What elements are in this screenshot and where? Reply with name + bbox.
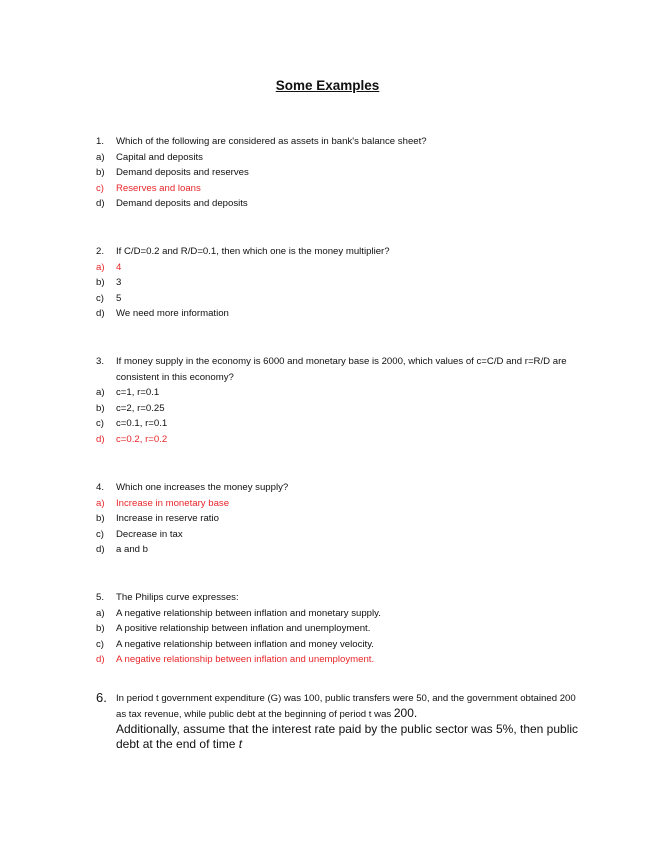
- option-c: [96, 527, 586, 543]
- option-text: Increase in monetary base: [116, 497, 230, 509]
- option-text: Demand deposits and reserves: [116, 167, 249, 178]
- option-letter: a): [96, 261, 105, 273]
- option-letter: d): [96, 544, 105, 555]
- question-2: [96, 244, 586, 322]
- option-letter: c): [96, 528, 104, 540]
- page-title-text: Some Examples: [275, 78, 380, 93]
- question-6-value: 200.: [393, 706, 418, 720]
- question-text: Which one increases the money supply?: [116, 482, 289, 493]
- option-text: A positive relationship between inflation and unemployment.: [116, 623, 371, 634]
- option-a: [96, 385, 586, 401]
- option-text: c=0.2, r=0.2: [116, 433, 168, 445]
- question-number: 3.: [96, 356, 105, 367]
- option-text: 5: [116, 292, 122, 304]
- option-d: [96, 196, 586, 212]
- option-text: Demand deposits and deposits: [116, 198, 248, 209]
- option-text: Reserves and loans: [116, 182, 201, 194]
- option-letter: d): [96, 654, 105, 665]
- option-a-correct: [96, 496, 586, 512]
- option-letter: b): [96, 167, 105, 178]
- option-text: a and b: [116, 544, 149, 555]
- question-4: [96, 480, 586, 558]
- option-d: [96, 542, 586, 558]
- question-text: Which of the following are considered as assets in bank's balance sheet?: [116, 136, 427, 147]
- option-b: [96, 511, 586, 527]
- option-text: A negative relationship between inflation and monetary supply.: [116, 607, 381, 619]
- option-b: [96, 165, 586, 181]
- option-text: We need more information: [116, 308, 229, 319]
- question-number: 5.: [96, 592, 105, 603]
- question-number: 4.: [96, 482, 105, 493]
- option-b: [96, 275, 586, 291]
- option-letter: b): [96, 402, 105, 414]
- option-c: [96, 637, 586, 653]
- question-1-stem: [96, 134, 586, 150]
- option-letter: b): [96, 277, 105, 288]
- option-text: Capital and deposits: [116, 151, 203, 163]
- option-letter: b): [96, 623, 105, 634]
- question-6-text: [116, 692, 586, 752]
- question-1: [96, 134, 586, 212]
- option-letter: d): [96, 198, 105, 209]
- option-letter: c): [96, 638, 104, 650]
- option-letter: c): [96, 292, 104, 304]
- option-text: A negative relationship between inflation and money velocity.: [116, 638, 374, 650]
- option-letter: a): [96, 607, 105, 619]
- option-a-correct: [96, 260, 586, 276]
- option-text: Increase in reserve ratio: [116, 513, 219, 524]
- question-5: [96, 590, 586, 668]
- option-letter: a): [96, 497, 105, 509]
- option-d-correct: [96, 652, 586, 668]
- option-a: [96, 150, 586, 166]
- question-4-stem: [96, 480, 586, 496]
- option-text: 3: [116, 277, 122, 288]
- question-text: If C/D=0.2 and R/D=0.1, then which one is the money multiplier?: [116, 246, 390, 257]
- question-number: 6.: [96, 690, 107, 705]
- option-c-correct: [96, 181, 586, 197]
- option-text: c=2, r=0.25: [116, 402, 165, 414]
- question-6-text-part2: Additionally, assume that the interest rate paid by the public sector was 5%, then public debt at the end of time: [116, 722, 579, 751]
- question-text: If money supply in the economy is 6000 and monetary base is 2000, which values of c=C/D and r=R/D are consistent in this economy?: [116, 356, 567, 383]
- question-3: [96, 354, 586, 447]
- option-b: [96, 401, 586, 417]
- option-letter: d): [96, 308, 105, 319]
- question-text: The Philips curve expresses:: [116, 592, 239, 603]
- option-text: Decrease in tax: [116, 528, 183, 540]
- option-letter: b): [96, 513, 105, 524]
- question-5-stem: [96, 590, 586, 606]
- option-text: 4: [116, 261, 122, 273]
- question-number: 2.: [96, 246, 105, 257]
- option-b: [96, 621, 586, 637]
- question-number: 1.: [96, 136, 105, 147]
- option-c: [96, 416, 586, 432]
- option-text: c=0.1, r=0.1: [116, 418, 168, 429]
- option-text: c=1, r=0.1: [116, 387, 160, 398]
- option-text: A negative relationship between inflation and unemployment.: [116, 654, 375, 665]
- option-letter: a): [96, 387, 105, 398]
- question-6-text-part2-wrap: [116, 722, 586, 752]
- option-letter: d): [96, 433, 105, 445]
- option-d: [96, 306, 586, 322]
- question-6-variable: t: [238, 737, 243, 751]
- option-letter: a): [96, 151, 105, 163]
- option-a: [96, 606, 586, 622]
- option-letter: c): [96, 418, 104, 429]
- option-c: [96, 291, 586, 307]
- question-6: [96, 692, 586, 752]
- option-d-correct: [96, 432, 586, 448]
- page-title: [0, 78, 655, 93]
- question-6-text-part1: In period t government expenditure (G) was 100, public transfers were 50, and the government obtained 200 as tax revenue, while public debt at the beginning of period t was: [116, 693, 576, 720]
- option-letter: c): [96, 182, 104, 194]
- question-3-stem: [96, 354, 586, 385]
- question-2-stem: [96, 244, 586, 260]
